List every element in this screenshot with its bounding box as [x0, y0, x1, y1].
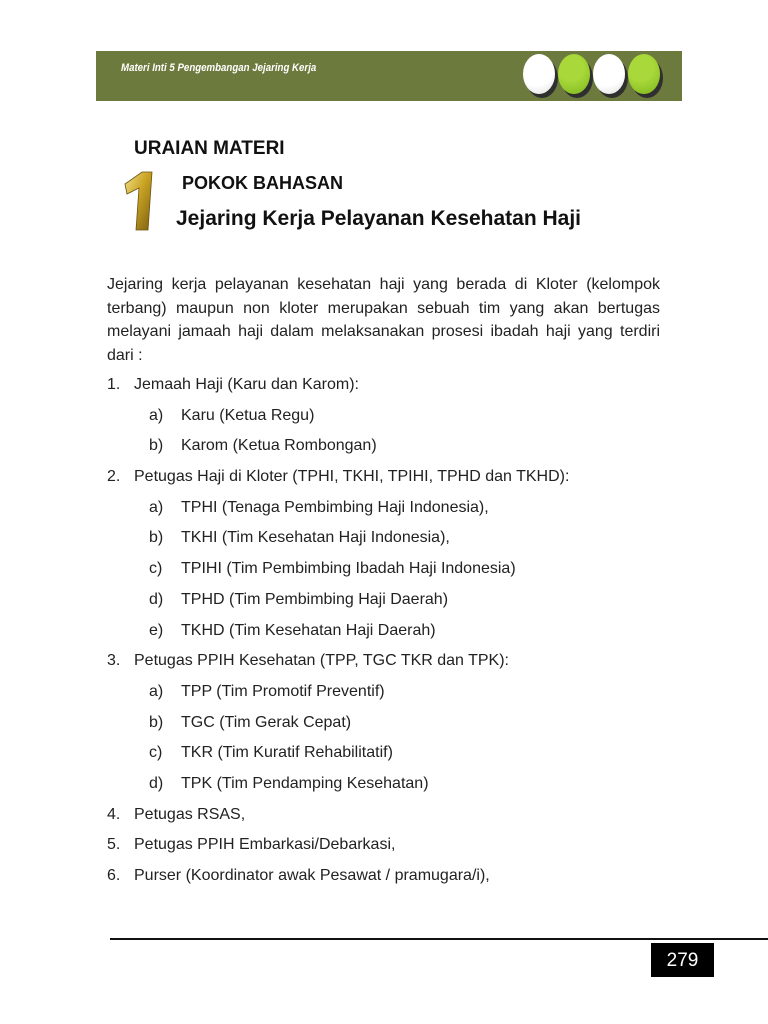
sub-list-item-letter: a) [149, 406, 164, 424]
sub-list-item-text: TPHD (Tim Pembimbing Haji Daerah) [181, 590, 449, 608]
list-item-number: 4. [107, 805, 121, 823]
sub-list-item-text: TKHI (Tim Kesehatan Haji Indonesia), [181, 529, 450, 547]
list-item-number: 1. [107, 376, 121, 393]
pokok-bahasan-label: POKOK BAHASAN [182, 173, 344, 193]
sub-list-item-letter: b) [149, 437, 164, 455]
list-item [107, 370, 667, 401]
sub-list-item-letter: c) [149, 744, 163, 762]
sub-list-item-text: TKR (Tim Kuratif Rehabilitatif) [181, 744, 393, 762]
sub-list-item-text: Karom (Ketua Rombongan) [181, 437, 377, 455]
decorative-circle-4 [628, 54, 660, 94]
list-item-number: 5. [107, 836, 121, 854]
list-item-text: Petugas PPIH Embarkasi/Debarkasi, [134, 836, 396, 854]
sub-list-item-text: TPK (Tim Pendamping Kesehatan) [181, 774, 429, 792]
sub-list-item-text: TGC (Tim Gerak Cepat) [181, 713, 352, 731]
decorative-circle-2 [558, 54, 590, 94]
sub-list-item-text: TKHD (Tim Kesehatan Haji Daerah) [181, 621, 436, 639]
sub-list-item-letter: d) [149, 590, 164, 608]
sub-list-item [107, 769, 667, 800]
list-item-number: 2. [107, 468, 121, 486]
header-title: Materi Inti 5 Pengembangan Jejaring Kerja [121, 62, 317, 74]
section-title: Jejaring Kerja Pelayanan Kesehatan Haji [176, 207, 582, 230]
sub-list-item-letter: b) [149, 713, 164, 731]
sub-list-item [107, 554, 667, 585]
sub-list-item-text: TPIHI (Tim Pembimbing Ibadah Haji Indonesia) [181, 560, 516, 578]
list-item-text: Purser (Koordinator awak Pesawat / pramugara/i), [134, 867, 490, 884]
list-item-text: Petugas Haji di Kloter (TPHI, TKHI, TPIHI, TPHD dan TKHD): [134, 468, 570, 486]
section-number-graphic [122, 170, 154, 232]
sub-list-item-text: TPP (Tim Promotif Preventif) [181, 682, 385, 700]
list-item [107, 861, 667, 892]
section-heading: URAIAN MATERI [134, 138, 285, 159]
intro-paragraph: Jejaring kerja pelayanan kesehatan haji yang berada di Kloter (kelompok terbang) maupun non kloter merupakan sebuah tim yang akan bertugas melayani jamaah haji dalam melaksanakan prosesi ibadah haji yang terdiri dari : [107, 276, 660, 364]
section-number-text: 1 [122, 170, 123, 171]
sub-list-item [107, 523, 667, 554]
sub-list-item [107, 431, 667, 462]
sub-list-item-letter: d) [149, 774, 164, 792]
sub-list-item [107, 677, 667, 708]
sub-list-item [107, 493, 667, 524]
list-item-text: Petugas RSAS, [134, 805, 246, 823]
sub-list-item-text: TPHI (Tenaga Pembimbing Haji Indonesia), [181, 498, 489, 516]
list-item [107, 462, 667, 493]
sub-list-item-letter: a) [149, 498, 164, 516]
sub-list-item [107, 616, 667, 647]
petugas-list [107, 370, 667, 892]
sub-list-item [107, 401, 667, 432]
list-item-text: Jemaah Haji (Karu dan Karom): [134, 376, 359, 393]
sub-list-item-text: Karu (Ketua Regu) [181, 406, 315, 424]
list-item [107, 800, 667, 831]
sub-list-item-letter: e) [149, 621, 164, 639]
list-item-text: Petugas PPIH Kesehatan (TPP, TGC TKR dan TPK): [134, 652, 509, 670]
sub-list-item-letter: a) [149, 682, 164, 700]
decorative-circle-1 [523, 54, 555, 94]
sub-list-item [107, 738, 667, 769]
list-item-number: 6. [107, 867, 121, 884]
sub-list-item [107, 585, 667, 616]
header-bar [96, 51, 682, 101]
decorative-circle-3 [593, 54, 625, 94]
sub-list-item-letter: b) [149, 529, 164, 547]
list-item-number: 3. [107, 652, 121, 670]
list-item [107, 646, 667, 677]
footer-divider [110, 938, 768, 940]
list-item [107, 830, 667, 861]
sub-list-item [107, 708, 667, 739]
page-number: 279 [651, 943, 714, 977]
sub-list-item-letter: c) [149, 560, 163, 578]
